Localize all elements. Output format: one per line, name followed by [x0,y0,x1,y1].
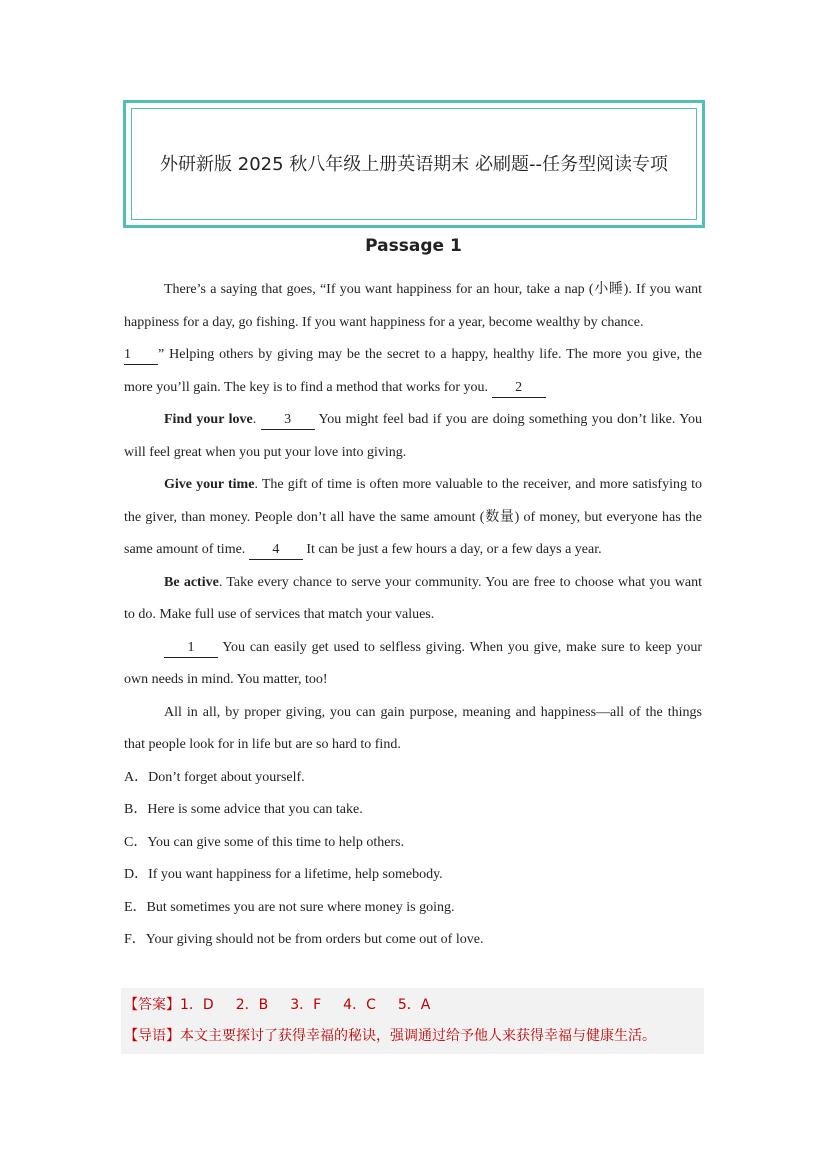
answer-item-1: 1．D [180,997,214,1013]
option-e: E．But sometimes you are not sure where money is going. [124,899,455,915]
option-f: F．Your giving should not be from orders but come out of love. [124,932,484,947]
blank-4: 4 [249,541,303,560]
answer-box [121,988,704,1054]
time-text: . The gift of time is often more valuable to the receiver, and more satisfying to the giver, than money. People don’t all have the same amount (数量) of money, but everyone has the same amount of time. [124,477,702,557]
answer-item-5: 5．A [397,997,431,1013]
answer-item-2: 2．B [235,997,269,1013]
option-d: D．If you want happiness for a lifetime, help somebody. [124,867,443,882]
answer-item-4: 4．C [343,997,376,1013]
selfless-paragraph [124,632,702,697]
answer-item-3: 3．F [290,997,322,1013]
guide-text: 本文主要探讨了获得幸福的秘诀，强调通过给予他人来获得幸福与健康生活。 [180,1028,656,1044]
blank-2: 2 [492,379,546,398]
guide-label: 【导语】 [124,1028,180,1044]
guide-line [124,1026,656,1046]
blank-5: 1 [164,639,218,658]
passage-body [124,274,702,957]
option-b: B．Here is some advice that you can take. [124,802,363,817]
active-paragraph [124,567,702,632]
active-text: . Take every chance to serve your community. You are free to choose what you want to do. Make full use of services that match your values. [124,574,703,622]
intro-paragraph [124,274,702,404]
love-heading: Find your love [164,412,253,427]
time-paragraph [124,469,702,567]
active-heading: Be active [164,574,219,590]
selfless-text: You can easily get used to selfless giving. When you give, make sure to keep your own needs in mind. You matter, too! [124,639,703,687]
intro-text-2: ” Helping others by giving may be the secret to a happy, healthy life. The more you give, the more you’ll gain. The key is to find a method that works for you. [124,347,702,395]
answer-line [124,995,452,1015]
time-heading: Give your time [164,477,255,492]
answer-label: 【答案】 [124,997,180,1013]
love-paragraph: Find your love. 3 You might feel bad if you are doing something you don’t like. You will feel great when you put your love into giving. [124,412,703,460]
passage-heading: Passage 1 [365,236,462,256]
blank-1: 1 [124,346,158,365]
intro-text-1: There’s a saying that goes, “If you want happiness for an hour, take a nap (小睡). If you want happiness for a day, go fishing. If you want happiness for a year, become wealthy by chance. [124,282,702,330]
option-list [124,762,702,957]
option-a: A．Don’t forget about yourself. [124,769,305,785]
conclusion-paragraph: All in all, by proper giving, you can gain purpose, meaning and happiness—all of the things that people look for in life but are so hard to find. [124,704,702,752]
title-box [123,100,705,228]
blank-3: 3 [261,411,315,430]
time-tail: It can be just a few hours a day, or a few days a year. [306,542,602,557]
document-title: 外研新版 2025 秋八年级上册英语期末 必刷题--任务型阅读专项 [160,153,668,175]
option-c: C．You can give some of this time to help others. [124,834,405,850]
love-text: You might feel bad if you are doing something you don’t like. You will feel great when you put your love into giving. [124,412,703,460]
title-inner-frame [131,108,697,220]
